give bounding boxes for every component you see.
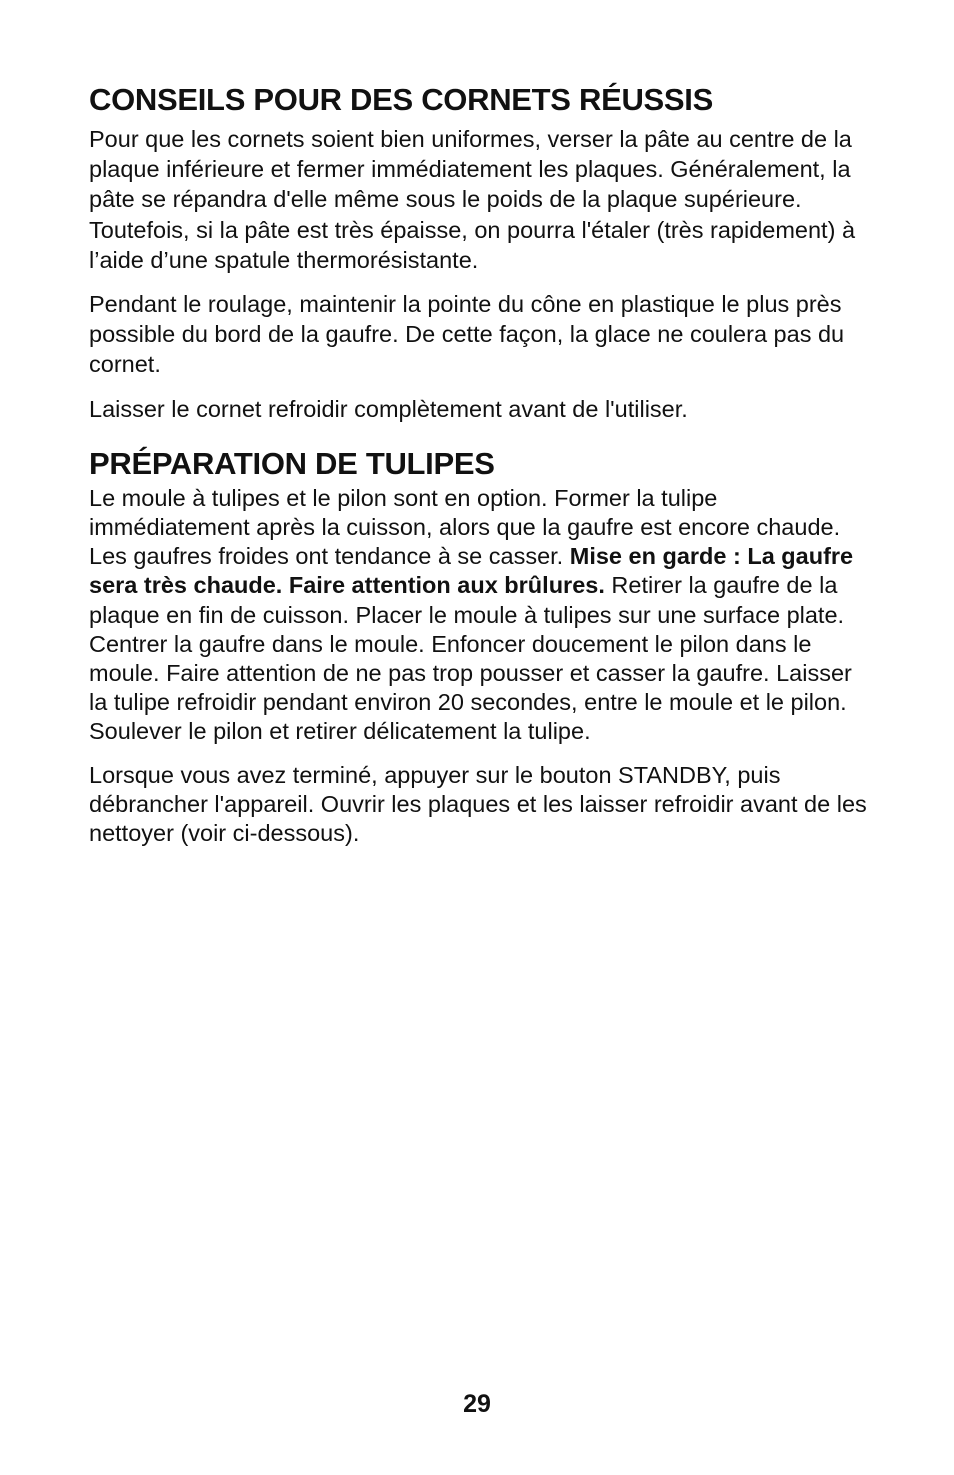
cornets-tips-paragraph-3: Laisser le cornet refroidir complètement avant de l'utiliser. [89,395,688,422]
cornets-tips-paragraph-1: Pour que les cornets soient bien uniformes, verser la pâte au centre de la plaque inférieure et fermer immédiatement les plaques. Généralement, la pâte se répandra d'elle même sous le poids de la plaque supérieure. Toutefois, si la pâte est très épaisse, on pourra l'étaler (très rapidement) à l’aide d’une spatule thermorésistante. [89,126,856,273]
section-heading-cornets: CONSEILS POUR DES CORNETS RÉUSSIS [89,82,713,117]
cornets-tips-paragraph-2: Pendant le roulage, maintenir la pointe du cône en plastique le plus près possible du bord de la gaufre. De cette façon, la glace ne coulera pas du cornet. [89,291,845,378]
manual-page [89,82,869,848]
section-heading-tulipes: PRÉPARATION DE TULIPES [89,445,495,481]
tulipes-steps-text: Retirer la gaufre de la plaque en fin de cuisson. Placer le moule à tulipes sur une surface plate. Centrer la gaufre dans le moule. Enfoncer doucement le pilon dans le moule. Faire attention de ne pas trop pousser et casser la gaufre. Laisser la tulipe refroidir pendant environ 20 secondes, entre le moule et le pilon. Soulever le pilon et retirer délicatement la tulipe. [89,572,852,745]
burn-warning-text: Mise en garde : La gaufre sera très chaude. Faire attention aux brûlures. [89,543,854,599]
tulipes-paragraph-2: Lorsque vous avez terminé, appuyer sur le bouton STANDBY, puis débrancher l'appareil. Ouvrir les plaques et les laisser refroidir avant de les nettoyer (voir ci-dessous). [89,761,867,847]
page-number: 29 [463,1390,491,1418]
tulipes-intro-text: Le moule à tulipes et le pilon sont en option. Former la tulipe immédiatement après la cuisson, alors que la gaufre est encore chaude. Les gaufres froides ont tendance à se casser. [89,484,841,570]
tulipes-paragraph-1 [89,484,869,747]
